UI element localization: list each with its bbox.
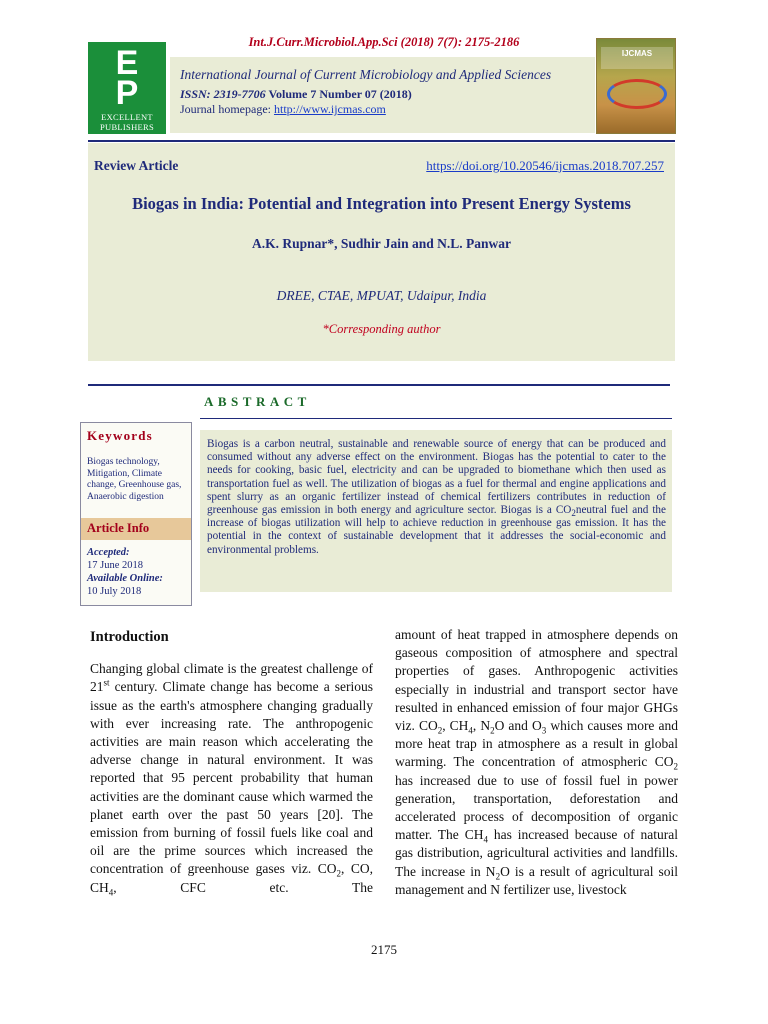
homepage-label: Journal homepage: [180,102,274,116]
page-number: 2175 [371,942,397,957]
author-affiliation: DREE, CTAE, MPUAT, Udaipur, India [276,288,487,303]
accepted-date: 17 June 2018 [87,560,143,571]
article-title: Biogas in India: Potential and Integration into Present Energy Systems [132,194,631,213]
corresponding-author-note: *Corresponding author [322,322,441,336]
doi-link[interactable]: https://doi.org/10.20546/ijcmas.2018.707.257 [426,158,664,173]
abstract-divider [88,384,670,386]
body-paragraph-continued: amount of heat trapped in atmosphere depends on gaseous composition of atmosphere and spectral properties of gases. Anthropogenic activities especially in industrial and transport sector have resulted in enhanced emission of four major GHGs viz. $CO_2$, $CH_4$, $N_2O$ and $O_3$ which causes more and more heat trap in atmosphere as a result in global warming. The concentration of atmospheric $CO_2$ has increased due to use of fossil fuel in power generation, transportation, deforestation and accelerated process of decomposition of organic matter. The $CH_4$ has increased because of natural gas distribution, agricultural activities and landfills. The increase in $N_2O$ is a result of agricultural soil management and N fertilizer use, livestock [395,627,678,897]
journal-citation: Int.J.Curr.Microbiol.App.Sci (2018) 7(7): 2175-2186 [248,35,520,49]
accepted-label: Accepted: [87,547,130,558]
keywords-heading: Keywords [87,428,153,443]
abstract-text: Biogas is a carbon neutral, sustainable and renewable source of energy that can be produced and consumed without any adverse effect on the environment. Biogas has the potential to cater to the needs for cooking, basic fuel, electricity and can be upgraded to biomethane which then used as transportation fuel as well. The utilization of biogas as a fuel for thermal and engine applications and spent slurry as an organic fertilizer instead of chemical fertilizers contributes in reduction of greenhouse gas emission in both energy and agriculture sector. Biogas is a $CO_2neutral$ fuel and the increase of biogas utilization will help to achieve reduction in greenhouse gas emission. It has the potential in the context of sustainable development that it addresses the social-economic and environmental problems. [207,438,666,556]
article-type: Review Article [94,158,179,173]
available-online-date: 10 July 2018 [87,586,142,597]
abstract-box [200,430,672,592]
journal-homepage [180,102,386,117]
publisher-name: EXCELLENT PUBLISHERS [99,112,154,132]
journal-name: International Journal of Current Microbiology and Applied Sciences [180,67,552,82]
body-column-left [90,626,373,897]
abstract-subdivider [200,418,672,419]
journal-issn-line [180,87,412,102]
available-online-label: Available Online: [87,573,163,584]
body-column-right [395,626,678,899]
article-info-heading: Article Info [87,521,150,535]
article-sidebar [80,422,192,606]
publisher-logo [88,42,166,134]
dna-illustration-icon [607,79,667,109]
journal-volume: Volume 7 Number 07 (2018) [265,87,412,101]
cover-title-block [601,47,673,69]
publisher-logo-mark: E P [115,44,139,112]
journal-issn: ISSN: 2319-7706 [180,87,266,101]
introduction-paragraph: Changing global climate is the greatest challenge of 21st century. Climate change has become a serious issue as the earth's atmosphere changing gradually with ever increasing rate. The anthropogenic activities are main reason which accelerating the adverse change in natural environment. It was reported that 95 percent probability that human activities are the dominant cause which warmed the planet earth over the past 50 years [20]. The emission from burning of fossil fuels like coal and oil are the prime sources which increased the concentration of greenhouse gases viz. $CO_2$, CO, $CH_4$, CFC etc. The [90,661,373,898]
header-divider [88,140,675,142]
keywords-list: Biogas technology, Mitigation, Climate change, Greenhouse gas, Anaerobic digestion [87,457,182,502]
article-authors: A.K. Rupnar*, Sudhir Jain and N.L. Panwar [252,236,511,251]
cover-title: IJCMAS [621,49,653,58]
introduction-heading: Introduction [90,629,169,645]
abstract-heading: ABSTRACT [204,394,311,409]
journal-cover-image [596,38,676,134]
homepage-link[interactable]: http://www.ijcmas.com [273,102,386,116]
